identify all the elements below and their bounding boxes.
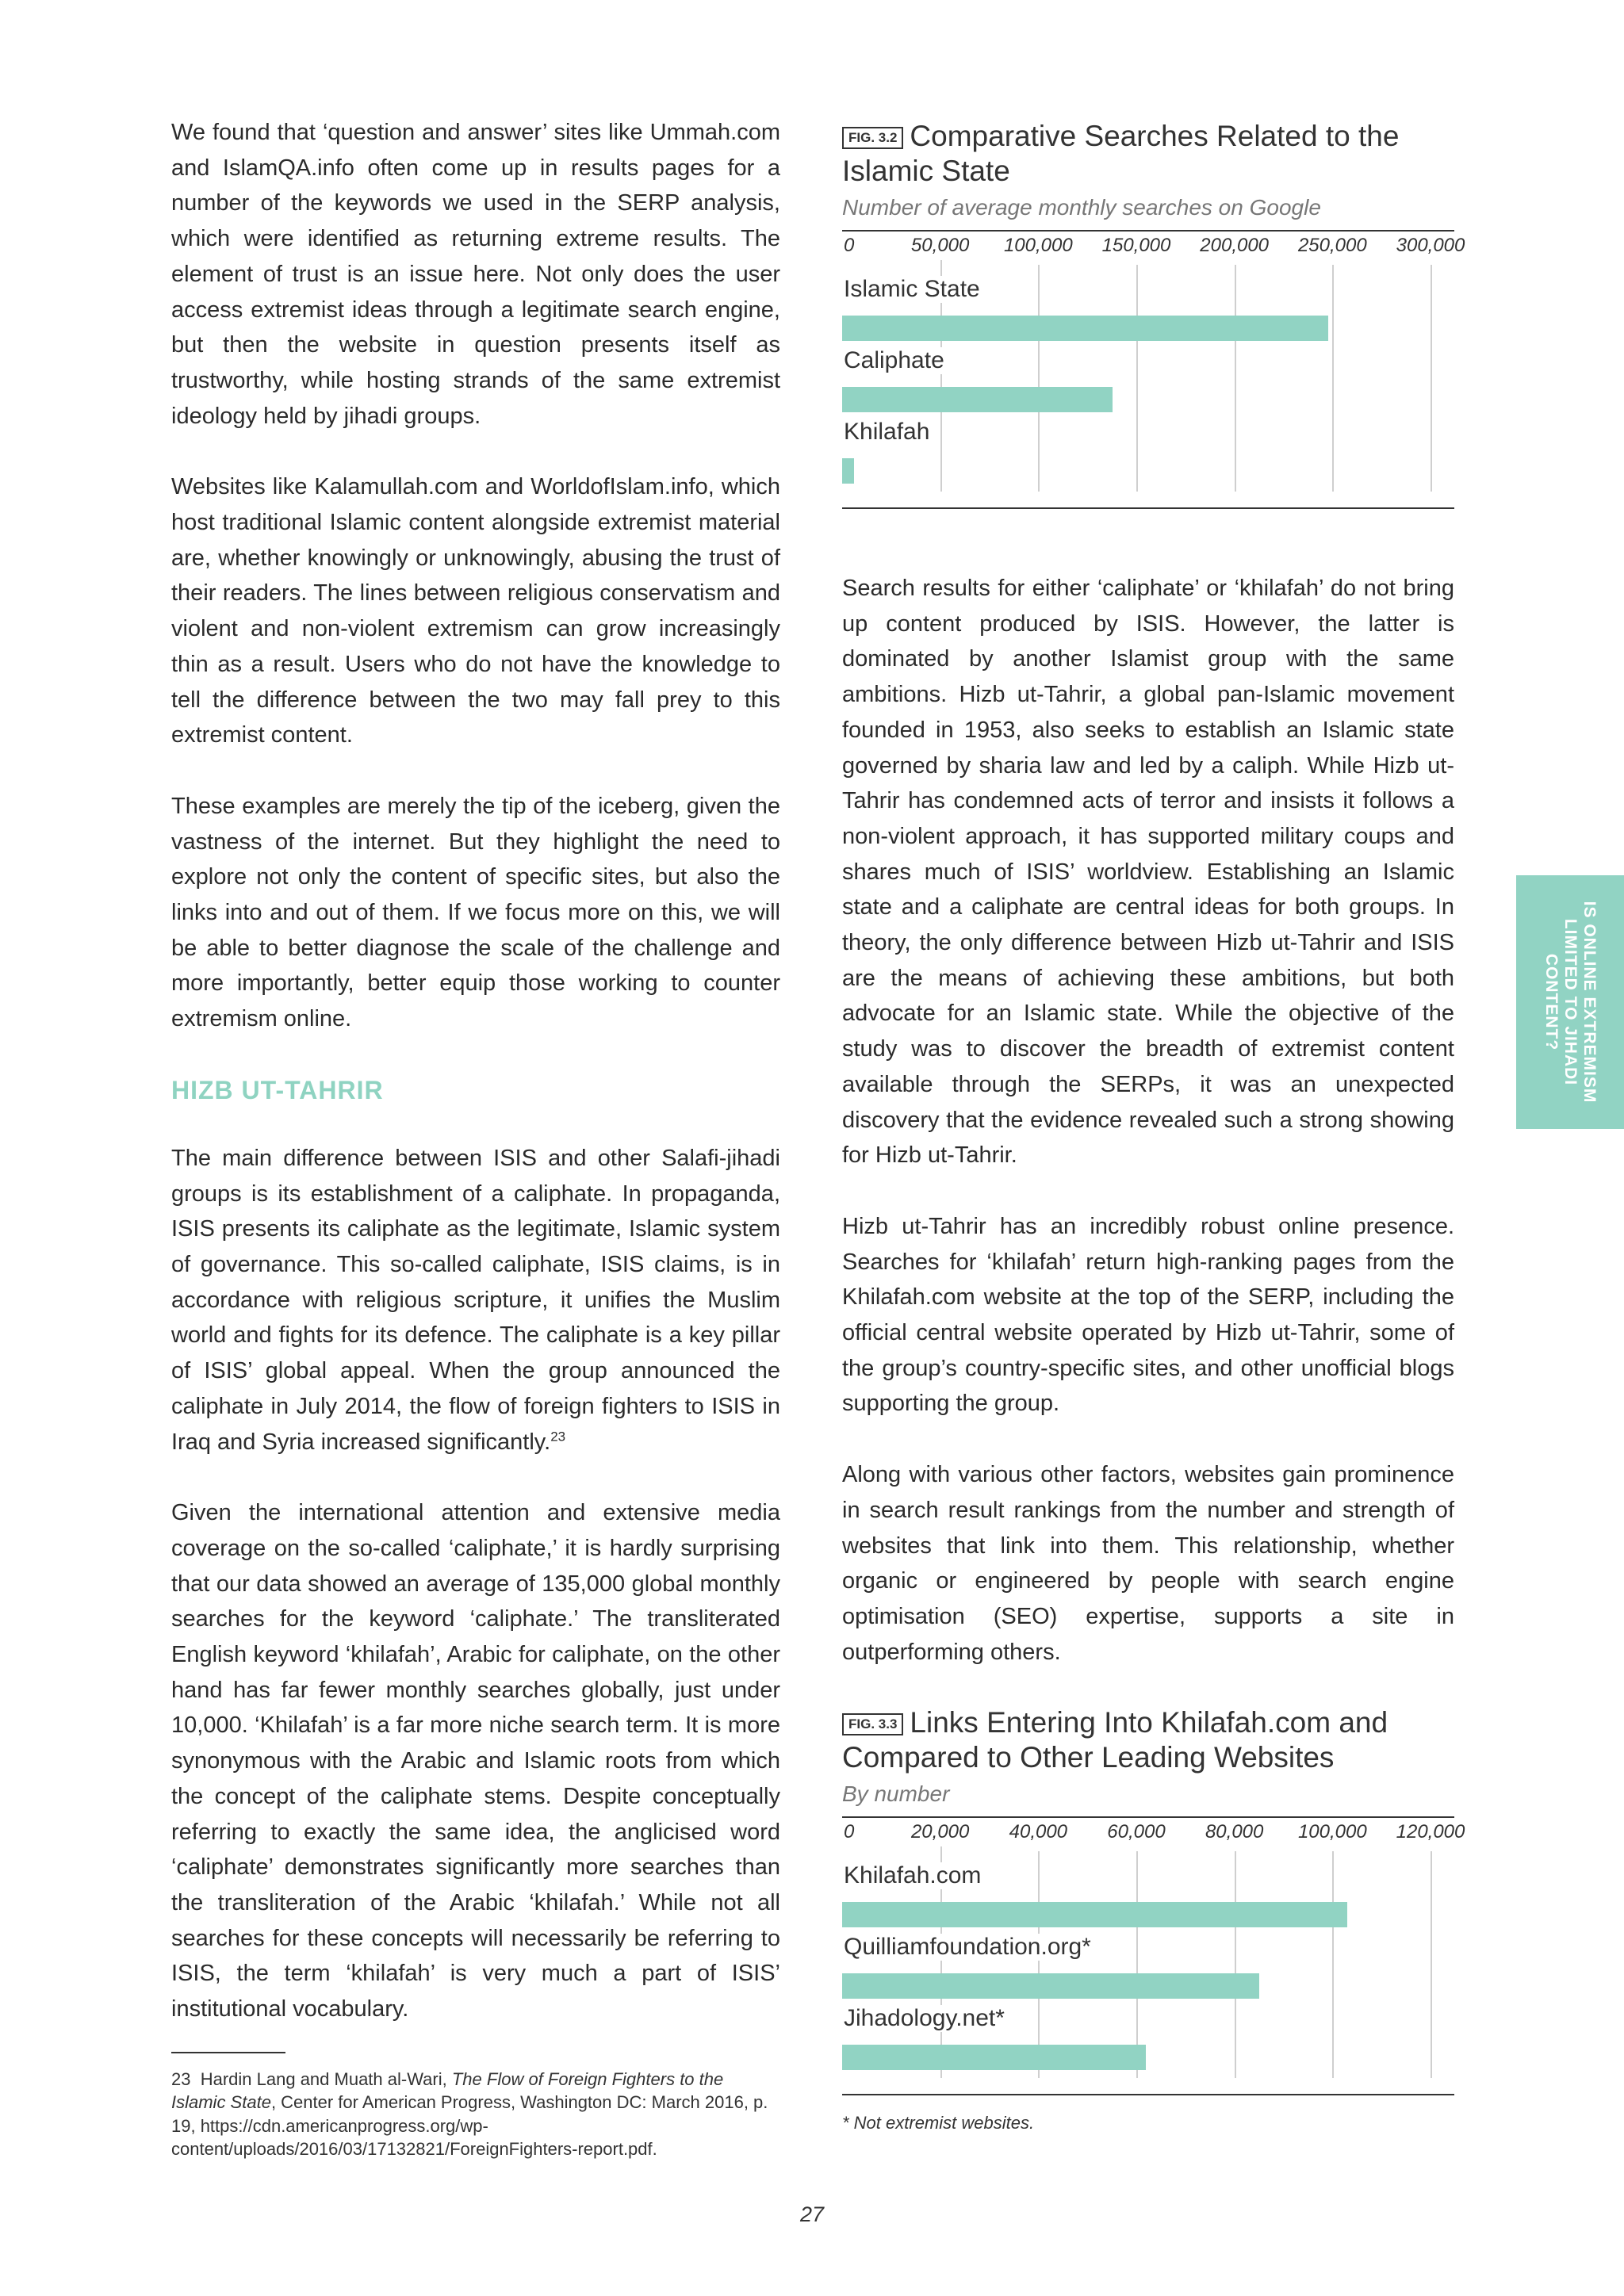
bar[interactable] xyxy=(842,2045,1146,2070)
footnote-divider xyxy=(171,2052,285,2053)
figure-3-3 xyxy=(842,1705,1465,2133)
figure-tag: FIG. 3.2 xyxy=(842,127,903,149)
tick-label: 60,000 xyxy=(1107,1821,1166,1843)
tick-label: 150,000 xyxy=(1101,235,1171,256)
footnote xyxy=(171,2068,780,2161)
footnote-title: The Flow of Foreign Fighters to the Islamic State xyxy=(171,2068,724,2113)
category-label: Quilliamfoundation.org* xyxy=(844,1934,1096,1961)
chapter-side-tab[interactable] xyxy=(1516,875,1624,1129)
tick-label: 20,000 xyxy=(910,1821,970,1843)
figure-subtitle: By number xyxy=(842,1781,950,1807)
axis-line xyxy=(842,230,1454,232)
figure-title-text: Comparative Searches Related to the Islamic State xyxy=(842,120,1400,187)
gridline xyxy=(1136,265,1138,492)
gridline xyxy=(1431,1851,1432,2078)
bar-chart-searches xyxy=(842,230,1465,509)
category-label: Jihadology.net* xyxy=(844,2005,1009,2032)
figure-subtitle: Number of average monthly searches on Google xyxy=(842,195,1321,220)
axis-line xyxy=(842,2094,1454,2095)
tick-label: 0 xyxy=(844,1821,855,1843)
side-tab-label: IS ONLINE EXTREMISM LIMITED TO JIHADI CONTENT? xyxy=(1542,901,1599,1104)
paragraph: Along with various other factors, websites gain prominence in search result rankings from the number and strength of websites that link into them. This relationship, whether organic or engineered by people with search engine optimisation (SEO) expertise, supports a site in outperforming others. xyxy=(842,1462,1454,1665)
paragraph: Websites like Kalamullah.com and WorldofIslam.info, which host traditional Islamic content alongside extremist material are, whether knowingly or unknowingly, abusing the trust of their readers. The lines between religious conservatism and violent and non-violent extremism can grow increasingly thin as a result. Users who do not have the knowledge to tell the difference between the two may fall prey to this extremist content. xyxy=(171,474,780,748)
figure-title xyxy=(842,1705,1454,1775)
figure-3-2 xyxy=(842,119,1465,509)
gridline xyxy=(1431,265,1432,492)
footnote-number: 23 xyxy=(171,2068,191,2089)
paragraph xyxy=(171,1141,780,1460)
paragraph: We found that ‘question and answer’ sites like Ummah.com and IslamQA.info often come up in results pages for a number of the keywords we used in the SERP analysis, which were identified as returning extreme results. The element of trust is an issue here. Not only does the user access extremist ideas through a legitimate search engine, but then the website in question presents itself as trustworthy, while hosting strands of the same extremist ideology held by jihadi groups. xyxy=(171,120,780,429)
tick-label: 100,000 xyxy=(1003,235,1073,256)
gridline xyxy=(1332,265,1334,492)
chart-note: * Not extremist websites. xyxy=(842,2113,1035,2133)
tick-label: 80,000 xyxy=(1205,1821,1264,1843)
bar[interactable] xyxy=(842,387,1113,412)
tick-label: 120,000 xyxy=(1396,1821,1465,1843)
paragraph-text: The main difference between ISIS and other Salafi-jihadi groups is its establishment of a caliphate. In propaganda, ISIS presents its caliphate as the legitimate, Islamic system of governance. This so-called caliphate, ISIS claims, is in accordance with religious scripture, it unifies the Muslim world and fights for its defence. The caliphate is a key pillar of ISIS’ global appeal. When the group announced the caliphate in July 2014, the flow of foreign fighters to ISIS in Iraq and Syria increased significantly. xyxy=(171,1145,780,1455)
paragraph: These examples are merely the tip of the iceberg, given the vastness of the internet. But they highlight the need to explore not only the content of specific sites, but also the links into and out of them. If we focus more on this, we will be able to better diagnose the scale of the challenge and more importantly, better equip those working to counter extremism online. xyxy=(171,793,780,1032)
bar[interactable] xyxy=(842,316,1328,341)
bar[interactable] xyxy=(842,1973,1259,1999)
tick-label: 0 xyxy=(844,235,855,256)
paragraph: Search results for either ‘caliphate’ or ‘khilafah’ do not bring up content produced by ISIS. However, the latter is dominated by another Islamist group with the same ambitions. Hizb ut-Tahrir, a global pan-Islamic movement founded in 1953, also seeks to establish an Islamic state governed by sharia law and led by a caliph. While Hizb ut-Tahrir has condemned acts of terror and insists it follows a non-violent approach, it has supported military coups and shares much of ISIS’ worldview. Establishing an Islamic state and a caliphate are central ideas for both groups. In theory, the only difference between Hizb ut-Tahrir and ISIS are the means of achieving these ambitions, but both advocate for an Islamic state. While the objective of the study was to discover the breadth of extremist content available through the SERPs, it was an unexpected discovery that the evidence revealed such a strong showing for Hizb ut-Tahrir. xyxy=(842,576,1454,1169)
axis-line xyxy=(842,1816,1454,1818)
right-column xyxy=(842,119,1465,2151)
page-number: 27 xyxy=(799,2202,825,2226)
gridline xyxy=(1235,265,1236,492)
paragraph: Given the international attention and extensive media coverage on the so-called ‘caliphate,’ it is hardly surprising that our data showed an average of 135,000 global monthly searches for the keyword ‘caliphate.’ The transliterated English keyword ‘khilafah’, Arabic for caliphate, on the other hand has far fewer monthly searches globally, just under 10,000. ‘Khilafah’ is a far more niche search term. It is more synonymous with the Arabic and Islamic roots from which the concept of the caliphate stems. Despite conceptually referring to exactly the same idea, the anglicised word ‘caliphate’ demonstrates significantly more searches than the transliteration of the Arabic ‘khilafah.’ While not all searches for these concepts will necessarily be referring to ISIS, the term ‘khilafah’ is very much a part of ISIS’ institutional vocabulary. xyxy=(171,1500,780,2022)
tick-label: 50,000 xyxy=(910,235,970,256)
gridline xyxy=(1038,265,1040,492)
figure-tag: FIG. 3.3 xyxy=(842,1713,903,1735)
bar[interactable] xyxy=(842,1902,1347,1927)
tick-label: 40,000 xyxy=(1009,1821,1068,1843)
footnote-details: , Center for American Progress, Washington DC: March 2016, p. 19, https://cdn.americanprogress.org/wp-content/uploads/2016/03/17132821/ForeignFighters-report.pdf. xyxy=(171,2092,768,2160)
category-label: Khilafah.com xyxy=(844,1862,986,1889)
tick-label: 250,000 xyxy=(1297,235,1367,256)
bar[interactable] xyxy=(842,458,854,484)
category-label: Khilafah xyxy=(844,419,934,446)
bar-chart-links xyxy=(842,1816,1465,2095)
left-column xyxy=(171,115,780,2161)
tick-label: 300,000 xyxy=(1396,235,1465,256)
axis-line xyxy=(842,507,1454,509)
gridline xyxy=(1332,1851,1334,2078)
figure-title-text: Links Entering Into Khilafah.com and Compared to Other Leading Websites xyxy=(842,1706,1388,1774)
category-label: Caliphate xyxy=(844,347,949,374)
section-heading: HIZB UT-TAHRIR xyxy=(171,1075,384,1104)
gridline xyxy=(1235,1851,1236,2078)
footnote-authors: Hardin Lang and Muath al-Wari, xyxy=(200,2068,447,2089)
figure-title xyxy=(842,119,1454,189)
footnote-reference[interactable]: 23 xyxy=(550,1428,566,1444)
tick-label: 200,000 xyxy=(1200,235,1270,256)
paragraph: Hizb ut-Tahrir has an incredibly robust online presence. Searches for ‘khilafah’ return high-ranking pages from the Khilafah.com website at the top of the SERP, including the official central website operated by Hizb ut-Tahrir, some of the group’s country-specific sites, and other unofficial blogs supporting the group. xyxy=(842,1213,1454,1417)
category-label: Islamic State xyxy=(844,276,985,303)
tick-label: 100,000 xyxy=(1297,1821,1367,1843)
